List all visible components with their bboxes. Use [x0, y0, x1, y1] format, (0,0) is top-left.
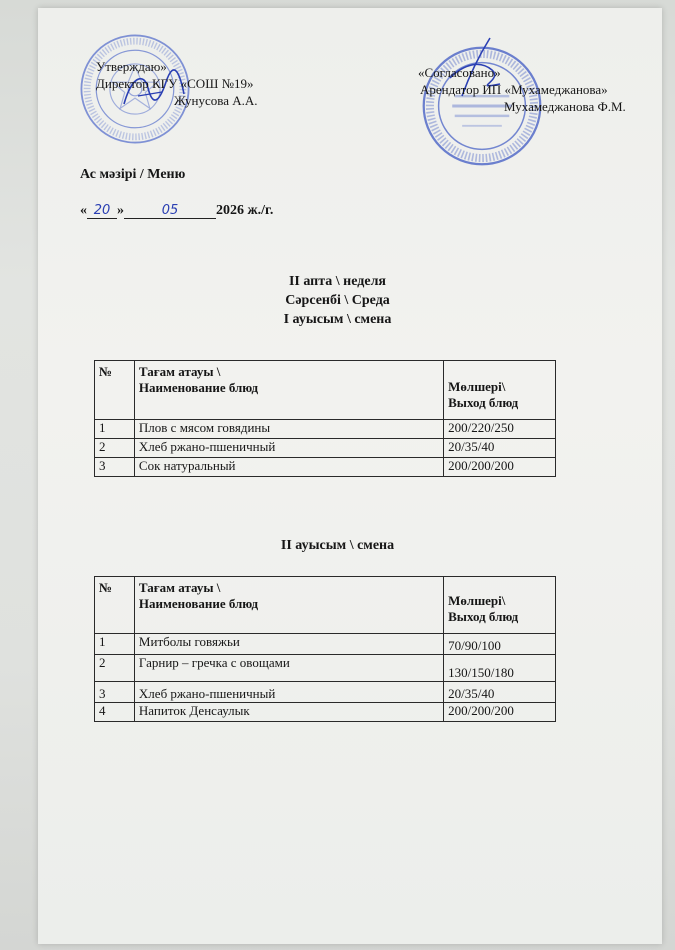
approval-block	[96, 58, 258, 109]
header-dish-name	[134, 361, 443, 420]
date-month: 05	[124, 203, 216, 219]
row-output: 200/200/200	[444, 703, 556, 722]
header-dish-name-ru: Наименование блюд	[138, 596, 259, 611]
row-number: 3	[95, 682, 135, 703]
shift-1-heading: I ауысым \ смена	[283, 312, 392, 327]
table-row	[95, 439, 556, 458]
row-number: 1	[95, 634, 135, 655]
header-dish-name-kz: Тағам атауы \	[138, 364, 221, 379]
header-output	[444, 361, 556, 420]
row-number: 3	[95, 458, 135, 477]
week-heading: II апта \ неделя	[288, 274, 387, 289]
row-dish: Хлеб ржано-пшеничный	[134, 439, 443, 458]
header-output-ru: Выход блюд	[448, 609, 519, 624]
approval-line-3: Жунусова А.А.	[174, 93, 258, 108]
row-output: 130/150/180	[444, 655, 556, 682]
row-number: 2	[95, 655, 135, 682]
row-dish: Напиток Денсаулык	[134, 703, 443, 722]
agreement-line-2: Арендатор ИП «Мухамеджанова»	[420, 82, 608, 97]
header-dish-name-kz: Тағам атауы \	[138, 580, 221, 595]
header-dish-name	[134, 577, 443, 634]
header-output-ru: Выход блюд	[448, 395, 519, 410]
header-dish-name-ru: Наименование блюд	[138, 380, 259, 395]
header-output	[444, 577, 556, 634]
date-year: 2026 ж./г.	[216, 203, 274, 218]
row-dish: Сок натуральный	[134, 458, 443, 477]
table-row	[95, 655, 556, 682]
row-output: 20/35/40	[444, 439, 556, 458]
menu-table-shift-2	[94, 576, 556, 722]
table-header-row	[95, 577, 556, 634]
row-output: 200/200/200	[444, 458, 556, 477]
date-open-quote: «	[80, 203, 87, 218]
menu-title: Ас мәзірі / Меню	[80, 167, 186, 182]
row-output: 20/35/40	[444, 682, 556, 703]
shift-2-heading: II ауысым \ смена	[280, 538, 395, 553]
row-output: 200/220/250	[444, 420, 556, 439]
row-number: 4	[95, 703, 135, 722]
day-heading: Сәрсенбі \ Среда	[285, 293, 390, 308]
header-output-kz: Мөлшері\	[448, 379, 506, 394]
approval-line-1: Утверждаю»	[96, 59, 167, 74]
table-row	[95, 458, 556, 477]
agreement-line-1: «Согласовано»	[418, 65, 501, 80]
row-output: 70/90/100	[444, 634, 556, 655]
date-close-quote: »	[117, 203, 124, 218]
table-row	[95, 420, 556, 439]
table-row	[95, 634, 556, 655]
row-dish: Плов с мясом говядины	[134, 420, 443, 439]
header-output-kz: Мөлшері\	[448, 593, 506, 608]
table-row	[95, 703, 556, 722]
table-header-row	[95, 361, 556, 420]
date-day: 20	[87, 203, 117, 219]
approval-line-2: Директор КГУ «СОШ №19»	[96, 76, 254, 91]
row-number: 2	[95, 439, 135, 458]
row-dish: Гарнир – гречка с овощами	[134, 655, 443, 682]
agreement-line-3: Мухамеджанова Ф.М.	[504, 99, 626, 114]
agreement-block	[412, 64, 626, 115]
header-number: №	[95, 361, 135, 420]
header-number: №	[95, 577, 135, 634]
row-dish: Митболы говяжьи	[134, 634, 443, 655]
row-number: 1	[95, 420, 135, 439]
menu-table-shift-1	[94, 360, 556, 477]
menu-date	[80, 203, 273, 219]
table-row	[95, 682, 556, 703]
row-dish: Хлеб ржано-пшеничный	[134, 682, 443, 703]
